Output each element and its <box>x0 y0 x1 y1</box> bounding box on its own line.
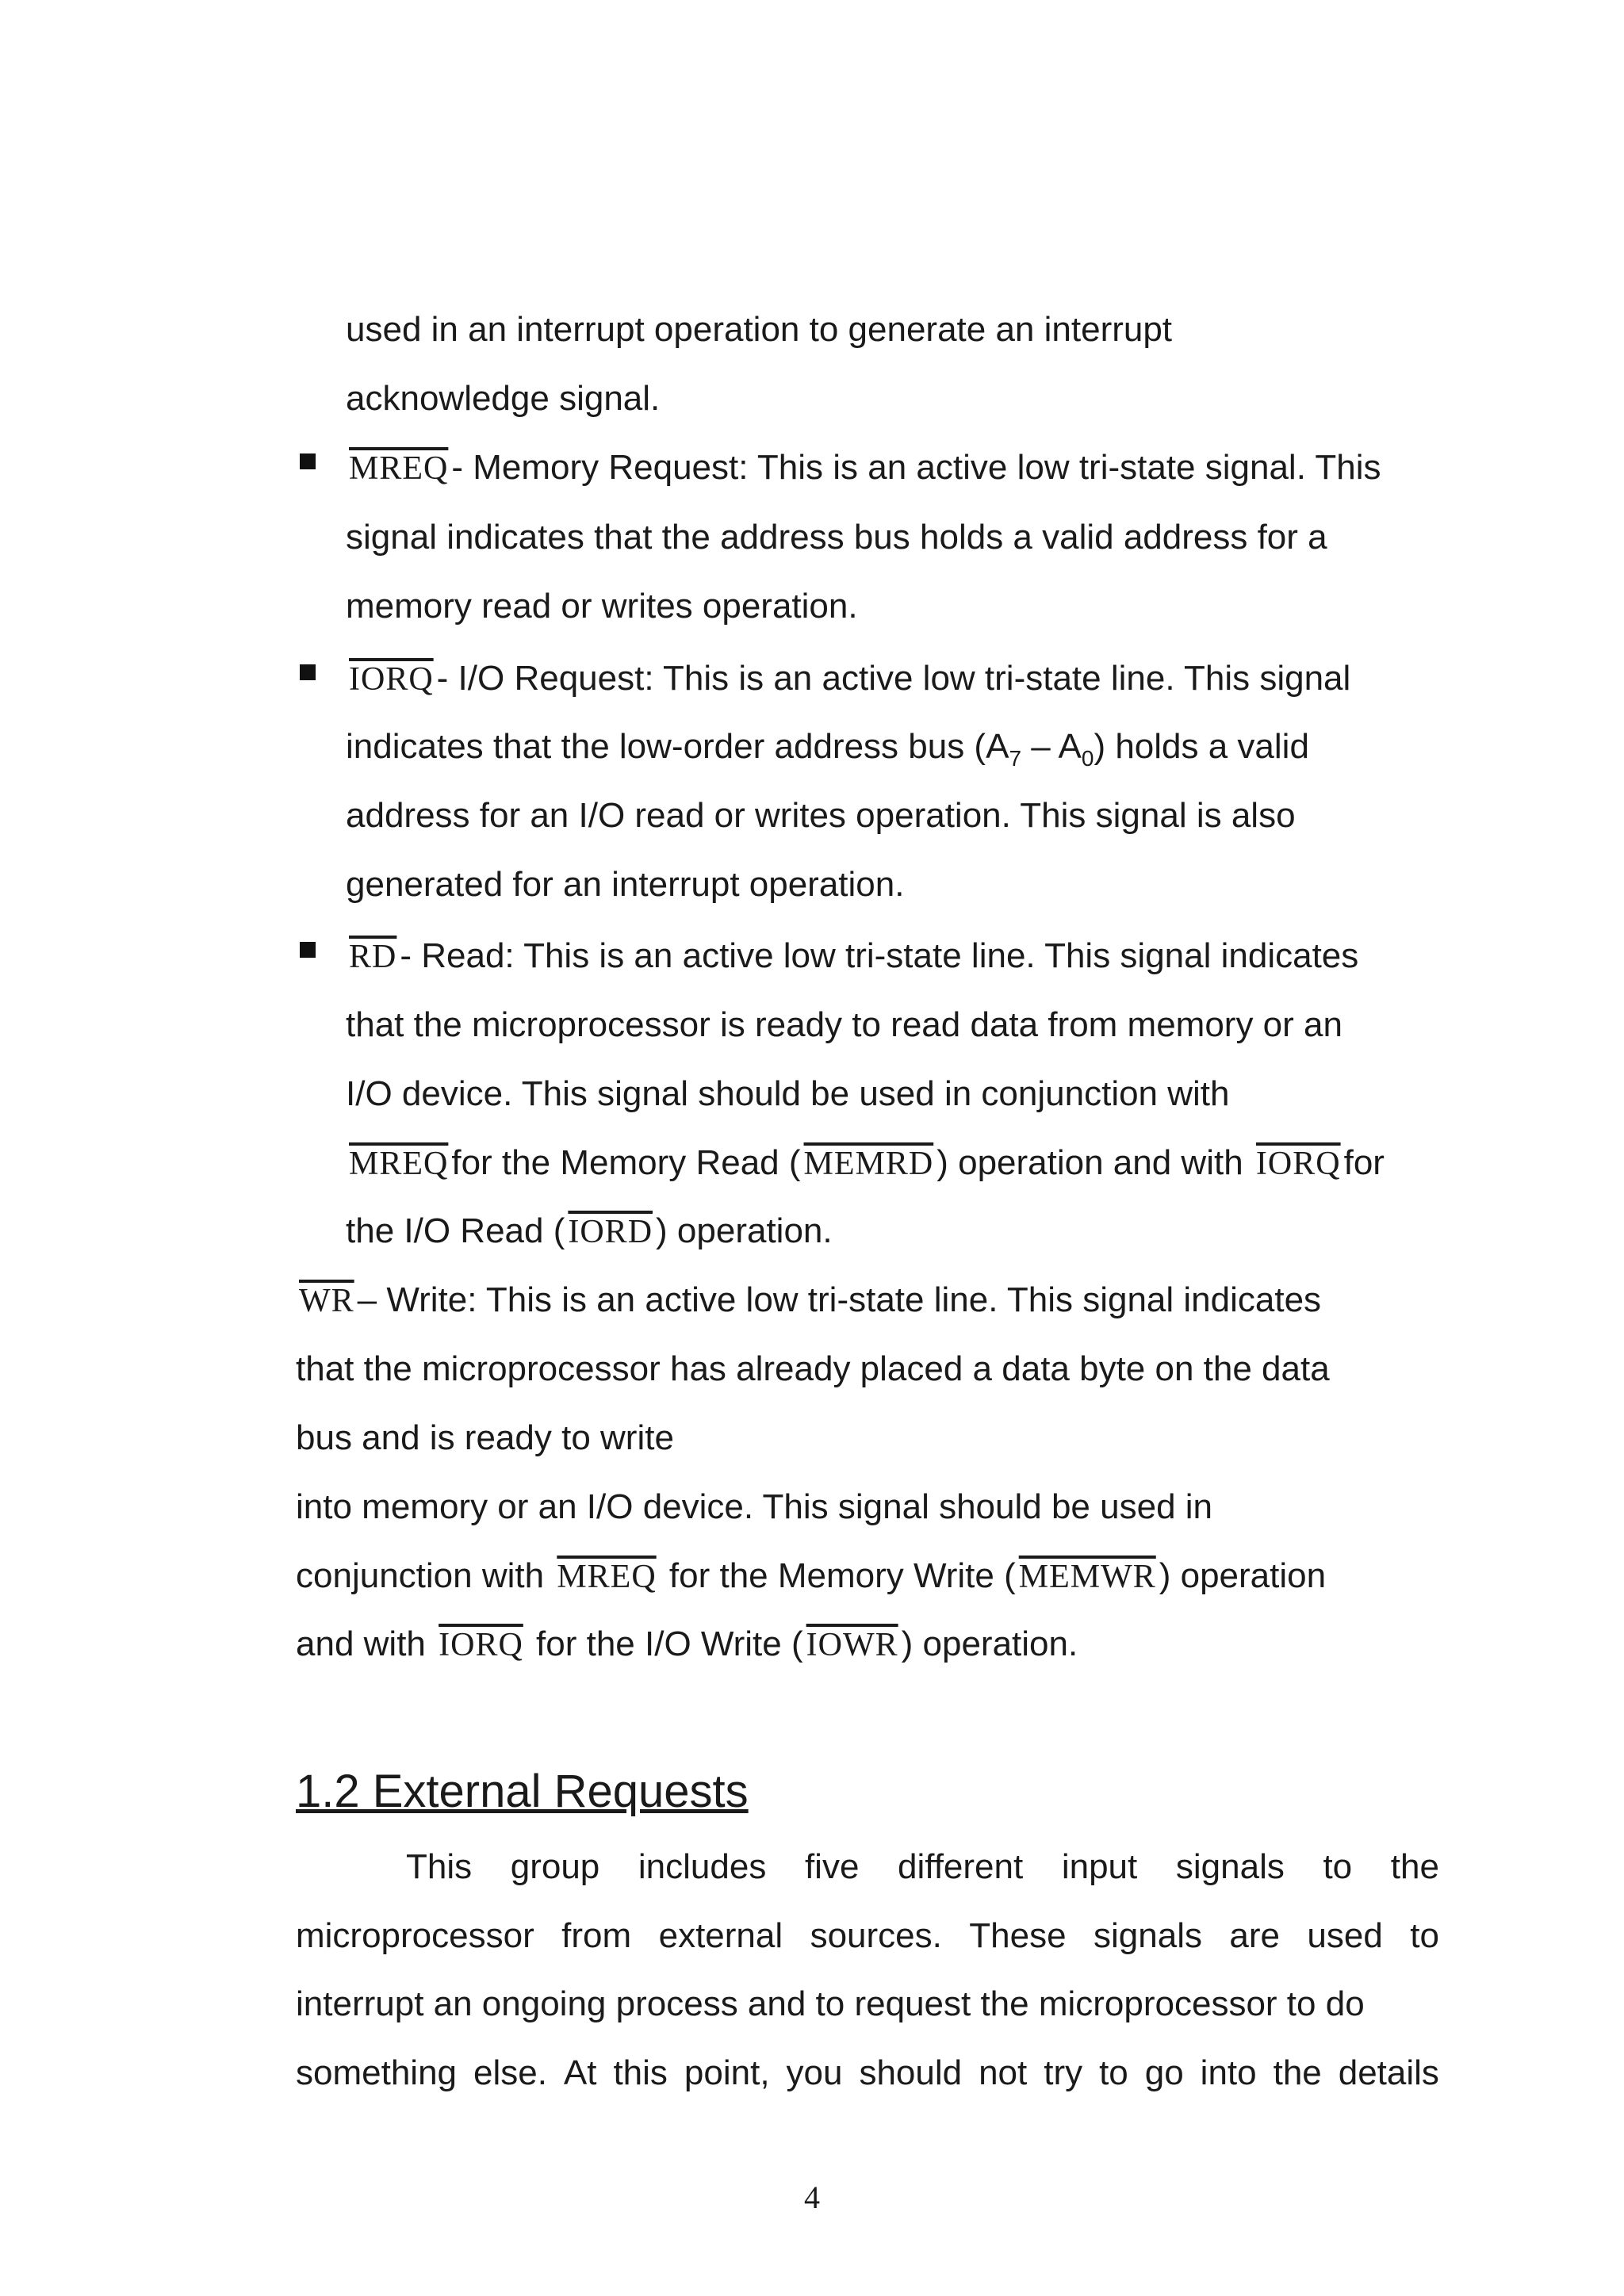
word: try <box>1044 2053 1083 2092</box>
text-line: bus and is ready to write <box>296 1418 674 1457</box>
signal-wr: $\overline{WR}$ <box>299 1283 354 1319</box>
word: microprocessor <box>296 1916 534 1955</box>
memwr-line <box>296 1554 1326 1599</box>
paragraph-line: interrupt an ongoing process and to request the microprocessor to do <box>296 1984 1365 2023</box>
text-span: ) operation. <box>901 1624 1078 1663</box>
word: At <box>563 2053 597 2092</box>
signal-mreq: MREQ <box>349 450 449 487</box>
text-span: for the Memory Read ( <box>451 1143 801 1182</box>
paragraph-line <box>296 1914 1439 1958</box>
word: group <box>510 1847 600 1886</box>
text-span: ) holds a valid <box>1094 727 1309 766</box>
bullet-square <box>300 664 316 680</box>
subscript: 0 <box>1081 745 1094 771</box>
text-span: ) operation <box>1159 1556 1327 1595</box>
text-span: and with <box>296 1624 426 1663</box>
text-line: that the microprocessor has already placed a data byte on the data <box>296 1349 1330 1388</box>
section-heading: 1.2 External Requests <box>296 1766 749 1817</box>
signal-iowr: IOWR <box>806 1627 898 1663</box>
text-line: into memory or an I/O device. This signal should be used in <box>296 1487 1213 1526</box>
word: details <box>1338 2053 1439 2092</box>
text-span: – Write: This is an active low tri-state line. This signal indicates <box>357 1280 1322 1319</box>
signal-iorq: IORQ <box>349 661 434 698</box>
word: this <box>613 2053 668 2092</box>
page-number: 4 <box>804 2179 820 2215</box>
word: input <box>1061 1847 1138 1886</box>
word: These <box>969 1916 1067 1955</box>
signal-iorq: IORQ <box>1255 1146 1341 1182</box>
memrd-line <box>346 1141 1385 1186</box>
word: to <box>1323 1847 1353 1886</box>
signal-iorq: IORQ <box>439 1627 523 1663</box>
bullet-item-rd <box>346 934 1358 979</box>
text-line: memory read or writes operation. <box>346 587 858 626</box>
word: go <box>1144 2053 1184 2092</box>
signal-mreq: MREQ <box>349 1146 449 1182</box>
bullet-square <box>300 453 316 469</box>
word: to <box>1099 2053 1128 2092</box>
word: from <box>561 1916 632 1955</box>
text-span: – A <box>1021 727 1082 766</box>
signal-mreq: MREQ <box>557 1559 657 1595</box>
subscript: 7 <box>1009 745 1022 771</box>
text-line: that the microprocessor is ready to read data from memory or an <box>346 1005 1342 1044</box>
text-line: address for an I/O read or writes operation. This signal is also <box>346 796 1296 835</box>
word: different <box>898 1847 1024 1886</box>
word: external <box>658 1916 783 1955</box>
word: to <box>1410 1916 1439 1955</box>
signal-memrd: MEMRD <box>803 1146 934 1182</box>
word: are <box>1229 1916 1280 1955</box>
word: something <box>296 2053 458 2092</box>
text-span: - Memory Request: This is an active low tri-state signal. This <box>451 448 1381 487</box>
text-span: for <box>1343 1143 1385 1182</box>
bullet-square <box>300 942 316 958</box>
text-line: used in an interrupt operation to generate an interrupt <box>346 310 1173 349</box>
signal-iord: IORD <box>568 1214 653 1250</box>
word: you <box>786 2053 843 2092</box>
text-span: for the Memory Write ( <box>668 1556 1016 1595</box>
word: the <box>1273 2053 1322 2092</box>
text-line: signal indicates that the address bus holds a valid address for a <box>346 518 1327 557</box>
text-line: generated for an interrupt operation. <box>346 865 905 904</box>
word: signals <box>1094 1916 1202 1955</box>
word: This <box>406 1847 473 1886</box>
text-span: ) operation and with <box>936 1143 1243 1182</box>
justified-words <box>296 1914 1439 1958</box>
address-bus-line <box>346 725 1309 781</box>
word: into <box>1200 2053 1257 2092</box>
word: should <box>859 2053 963 2092</box>
justified-words <box>406 1845 1439 1889</box>
text-span: - Read: This is an active low tri-state line. This signal indicates <box>400 936 1359 975</box>
signal-memwr: MEMWR <box>1018 1559 1156 1595</box>
bullet-item-mreq <box>346 446 1381 491</box>
word: sources. <box>810 1916 942 1955</box>
word: signals <box>1175 1847 1285 1886</box>
word: not <box>979 2053 1028 2092</box>
text-span: the I/O Read ( <box>346 1211 565 1250</box>
wr-line <box>296 1278 1321 1323</box>
signal-rd: $\overline{RD}$ <box>349 939 397 975</box>
word: includes <box>638 1847 767 1886</box>
text-span: conjunction with <box>296 1556 545 1595</box>
word: else. <box>473 2053 547 2092</box>
iowr-line <box>296 1622 1078 1667</box>
justified-words <box>296 2051 1439 2095</box>
paragraph-line <box>296 2051 1439 2095</box>
paragraph-line <box>406 1845 1439 1889</box>
word: used <box>1307 1916 1383 1955</box>
text-span: - I/O Request: This is an active low tri-state line. This signal <box>436 659 1351 698</box>
text-line: acknowledge signal. <box>346 379 661 418</box>
word: the <box>1390 1847 1439 1886</box>
text-span: for the I/O Write ( <box>536 1624 803 1663</box>
text-line: I/O device. This signal should be used in conjunction with <box>346 1074 1230 1113</box>
text-span: ) operation. <box>656 1211 833 1250</box>
text-span: indicates that the low-order address bus (A <box>346 727 1009 766</box>
bullet-item-iorq <box>346 656 1350 702</box>
iord-line <box>346 1209 833 1254</box>
word: point, <box>684 2053 770 2092</box>
word: five <box>804 1847 860 1886</box>
